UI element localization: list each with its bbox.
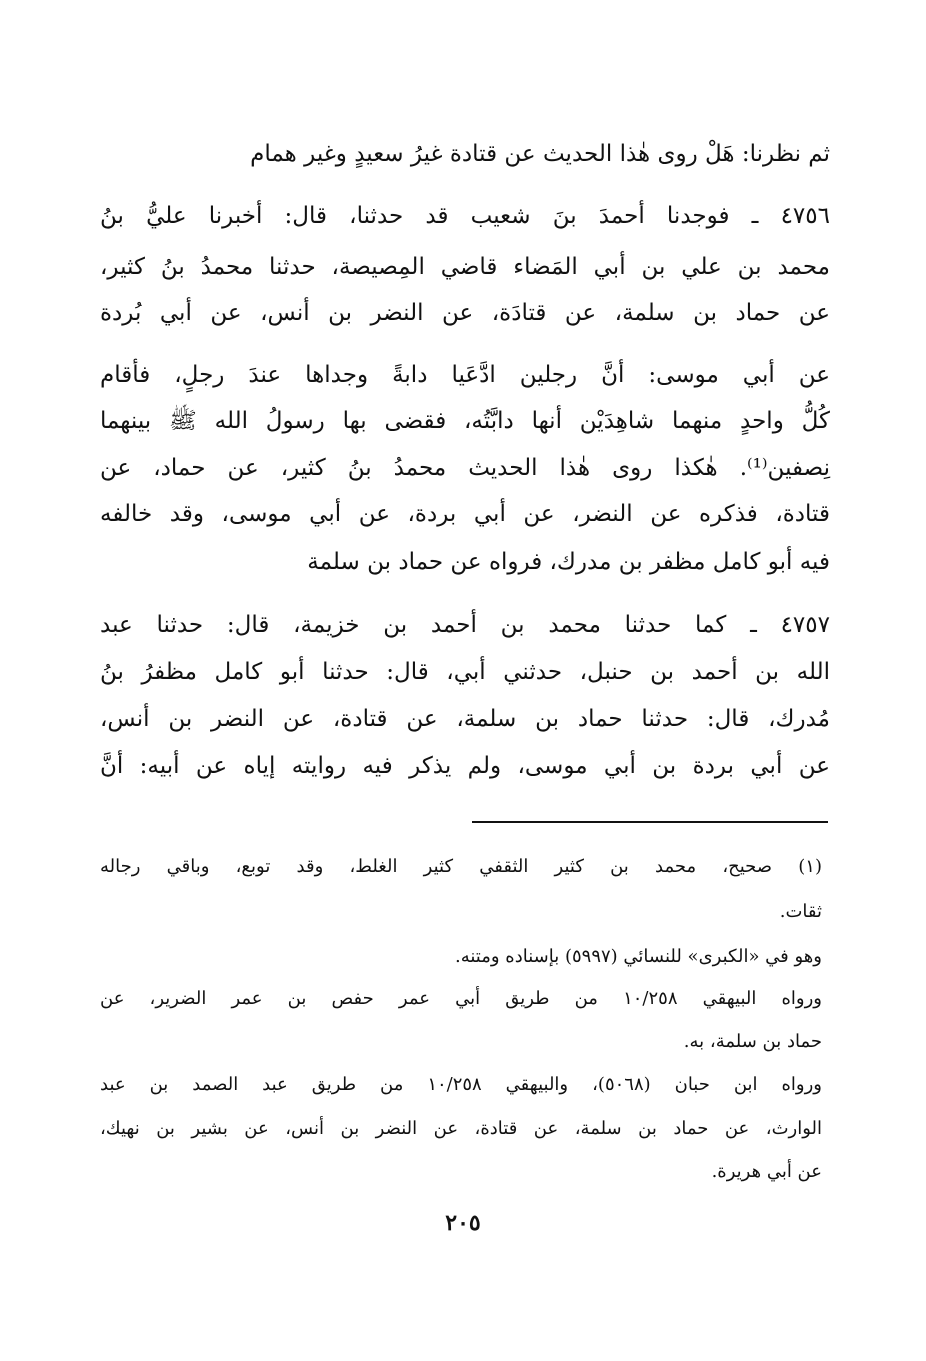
hadith-4757-line-1: ٤٧٥٧ ـ كما حدثنا محمد بن أحمد بن خزيمة، قال: حدثنا عبد — [100, 612, 830, 638]
matn-line-4: قتادة، فذكره عن النضر، عن أبي بردة، عن أبي موسى، وقد خالفه — [100, 501, 830, 527]
hadith-4756-line-1: ٤٧٥٦ ـ فوجدنا أحمدَ بنَ شعيب قد حدثنا، قال: أخبرنا عليُّ بنُ — [100, 203, 830, 229]
footnote-3-line-2: حماد بن سلمة، به. — [683, 1031, 822, 1052]
hadith-4757-line-2: الله بن أحمد بن حنبل، حدثني أبي، قال: حدثنا أبو كامل مظفرُ بنُ — [100, 659, 830, 685]
hadith-4757-line-4: عن أبي بردة بن أبي موسى، ولم يذكر فيه روايته إياه عن أبيه: أنَّ — [100, 753, 830, 779]
footnote-1-line-2: ثقات. — [779, 901, 822, 922]
hadith-4756-line-2: محمد بن علي بن أبي المَضاء قاضي المِصيصة، حدثنا محمدُ بنُ كثير، — [100, 254, 830, 280]
footnote-4-line-1: ورواه ابن حبان (٥٠٦٨)، والبيهقي ١٠/٢٥٨ من طريق عبد الصمد بن عبد — [100, 1074, 823, 1095]
hadith-4757-line-3: مُدرك، قال: حدثنا حماد بن سلمة، عن قتادة، عن النضر بن أنس، — [100, 706, 830, 732]
footnote-4-line-3: عن أبي هريرة. — [711, 1161, 822, 1182]
footnote-separator — [472, 821, 828, 823]
hadith-4756-line-3: عن حماد بن سلمة، عن قتادَة، عن النضر بن أنس، عن أبي بُردة — [100, 300, 830, 326]
page-number: ٢٠٥ — [445, 1210, 481, 1236]
footnote-2: وهو في «الكبرى» للنسائي (٥٩٩٧) بإسناده ومتنه. — [455, 946, 822, 967]
matn-line-5: فيه أبو كامل مظفر بن مدرك، فرواه عن حماد بن سلمة — [307, 549, 830, 575]
footnote-3-line-1: ورواه البيهقي ١٠/٢٥٨ من طريق أبي عمر حفص بن عمر الضرير، عن — [100, 988, 822, 1009]
intro-line: ثم نظرنا: هَلْ روى هٰذا الحديث عن قتادة غيرُ سعيدٍ وغير همام — [250, 141, 830, 167]
matn-line-3: نِصفين⁽¹⁾. هٰكذا روى هٰذا الحديث محمدُ بنُ كثير، عن حماد، عن — [100, 455, 830, 481]
matn-line-2: كُلُّ واحدٍ منهما شاهِدَيْن أنها دابَّتُه، فقضى بها رسولُ الله ﷺ بينهما — [100, 408, 830, 434]
footnote-4-line-2: الوارث، عن حماد بن سلمة، عن قتادة، عن النضر بن أنس، عن بشير بن نهيك، — [100, 1118, 822, 1139]
footnote-1-line-1: (١) صحيح، محمد بن كثير الثقفي كثير الغلط، وقد توبع، وباقي رجاله — [100, 856, 822, 877]
matn-line-1: عن أبي موسى: أنَّ رجلين ادَّعَيا دابةً وجداها عندَ رجلٍ، فأقام — [100, 362, 830, 388]
